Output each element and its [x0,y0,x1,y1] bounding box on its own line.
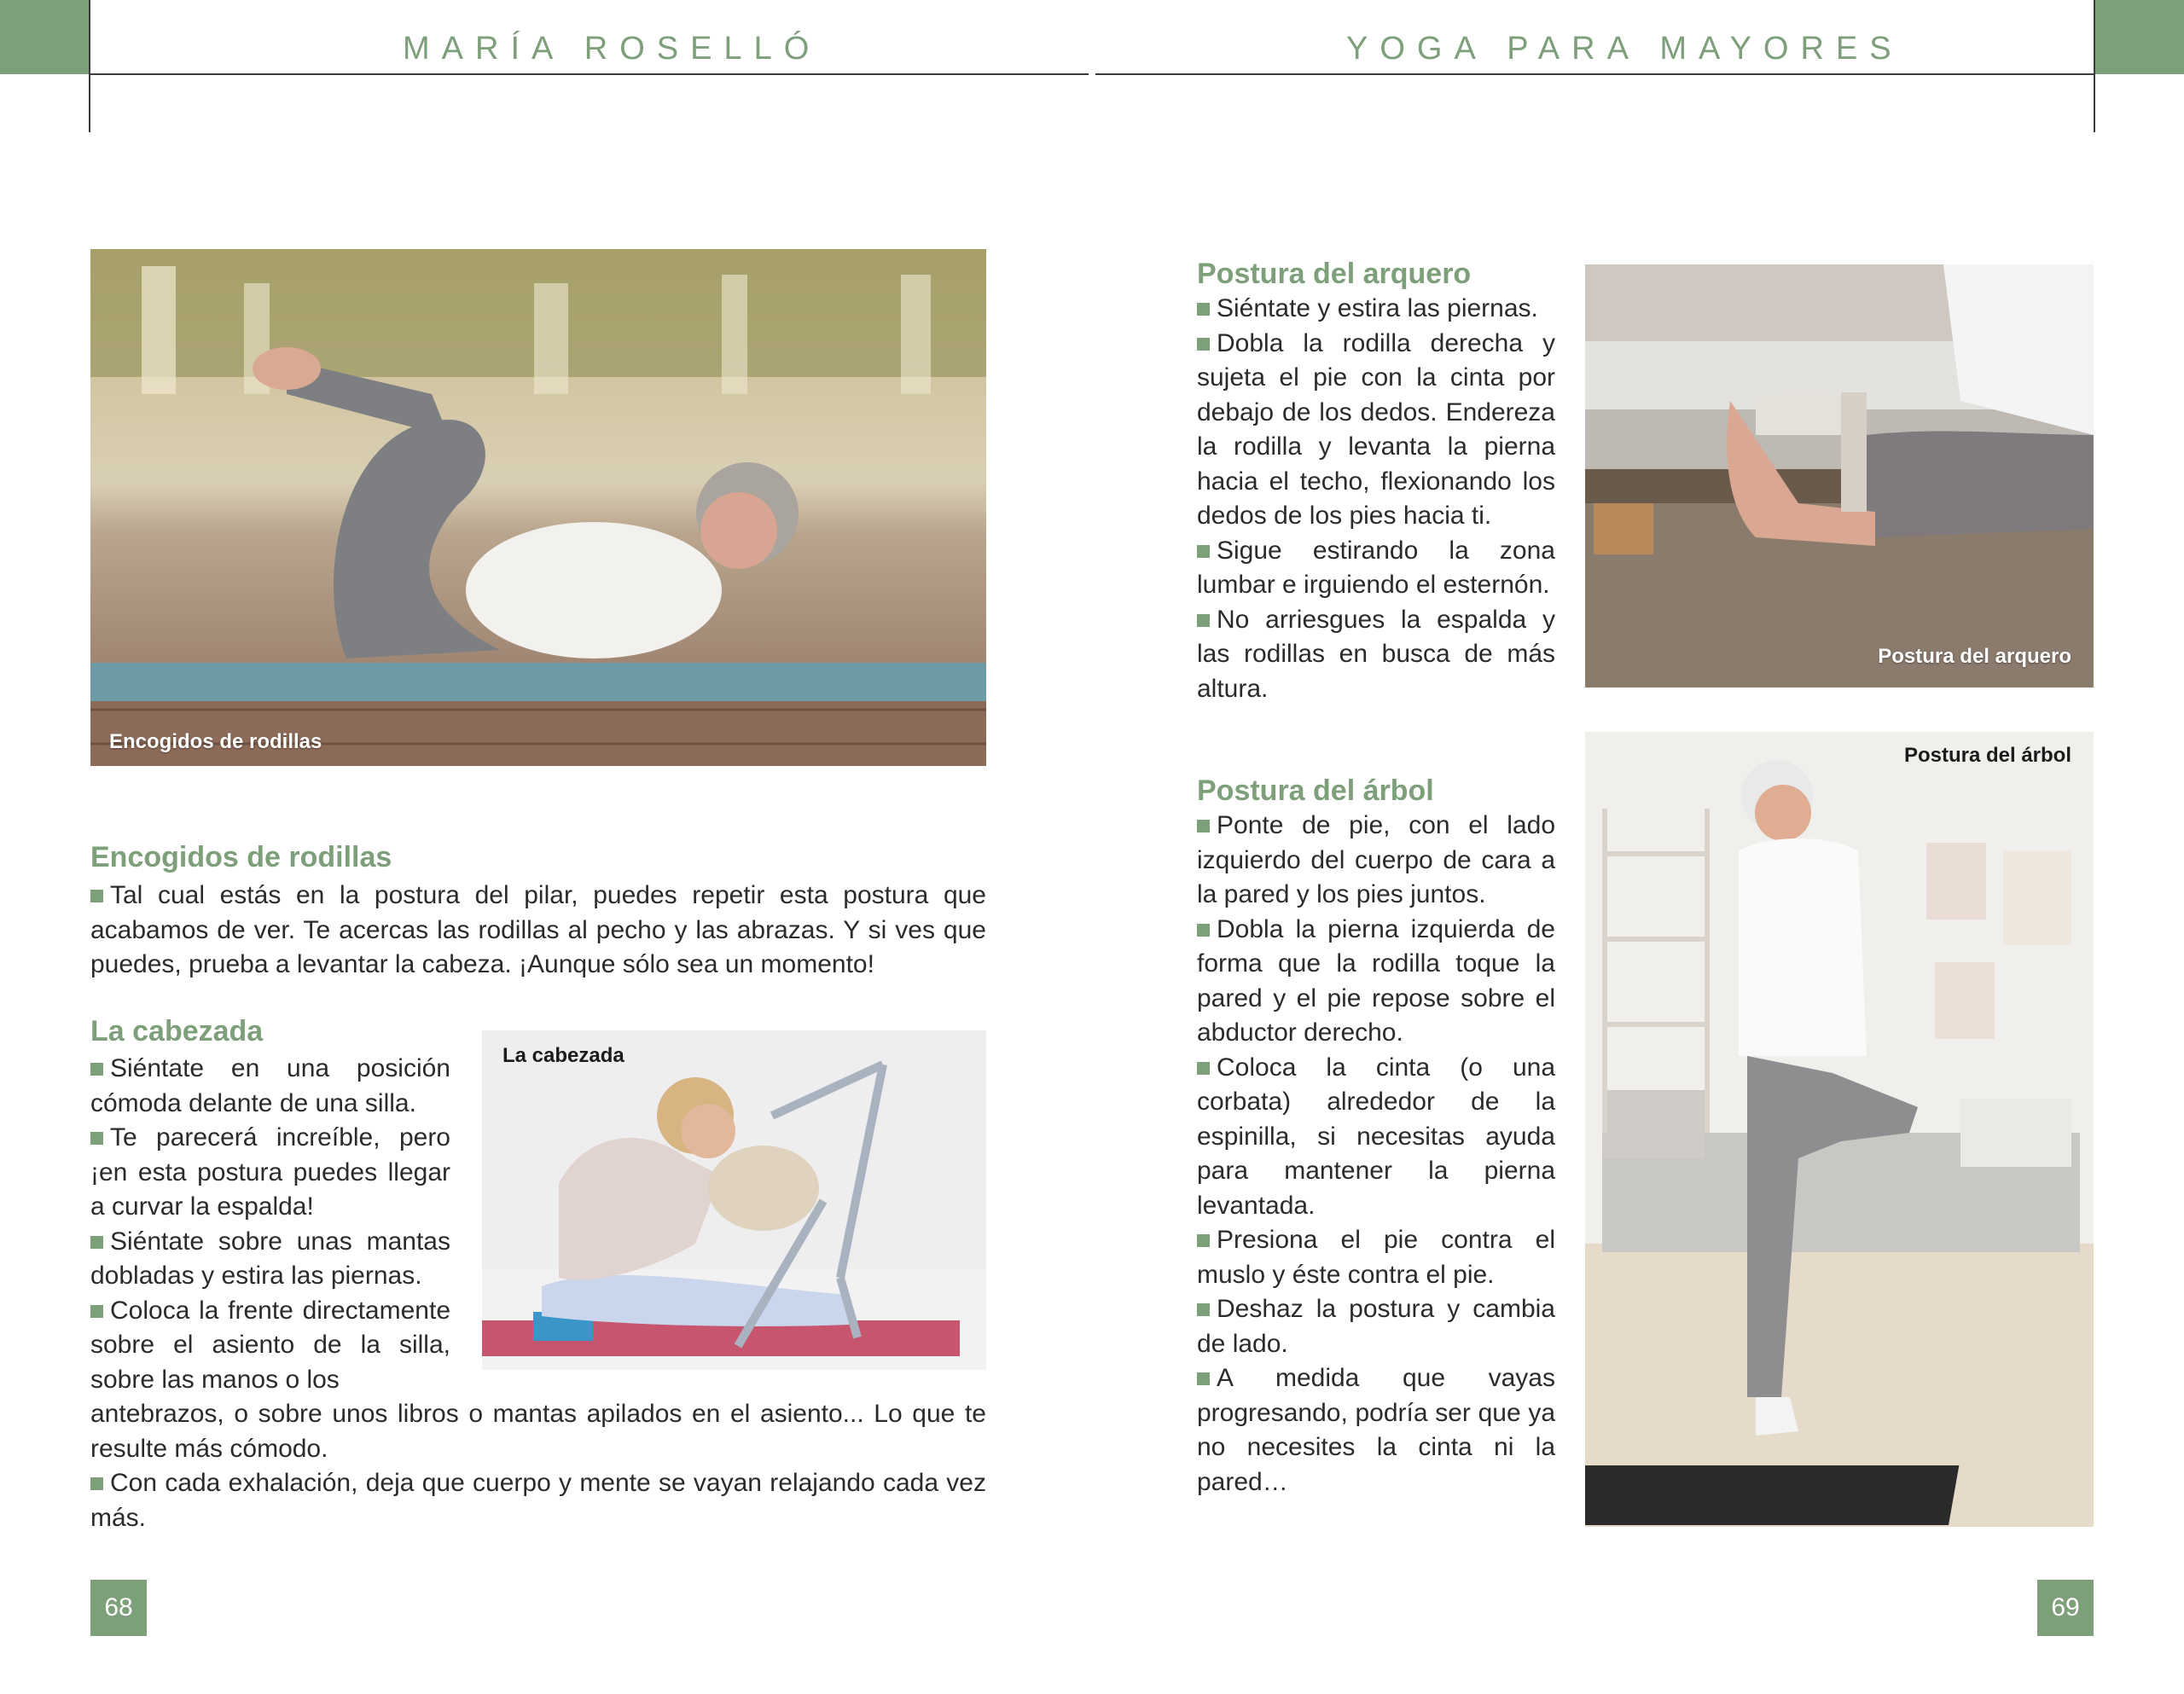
bullet-square-icon [1197,1234,1210,1247]
header-rule-vertical-left [89,0,90,132]
heading-postura-del-arbol: Postura del árbol [1197,774,1434,807]
paragraph-postura-del-arbol [1197,809,1555,1500]
running-header-author: MARÍA ROSELLÓ [403,31,822,67]
photo-postura-del-arquero [1585,264,2094,687]
heading-postura-del-arquero: Postura del arquero [1197,258,1472,290]
bullet-square-icon [90,1477,103,1490]
photo-la-cabezada [482,1030,986,1370]
bullet-square-icon [90,1063,103,1076]
bullet-item: A medida que vayas progresando, podría ser que ya no necesites la cinta ni la pared… [1197,1364,1555,1496]
bullet-item: Te parecerá increíble, pero ¡en esta postura puedes llegar a curvar la espalda! [90,1123,450,1221]
bullet-square-icon [90,890,103,902]
bullet-item: No arriesgues la espalda y las rodillas en busca de más altura. [1197,605,1555,703]
photo-knees-to-chest [90,249,986,766]
running-header-book-title: YOGA PARA MAYORES [1346,31,1903,67]
paragraph-postura-del-arquero [1197,292,1555,706]
photo-caption-postura-del-arquero: Postura del arquero [1878,645,2071,668]
photo-caption-la-cabezada: La cabezada [502,1044,624,1067]
bullet-item: Siéntate sobre unas mantas dobladas y estira las piernas. [90,1227,450,1290]
bullet-item: Siéntate y estira las piernas. [1197,292,1555,327]
bullet-item: Dobla la pierna izquierda de forma que la rodilla toque la pared y el pie repose sobre el abductor derecho. [1197,914,1555,1047]
paragraph-encogidos-de-rodillas [90,879,986,983]
text-continuation: antebrazos, o sobre unos libros o mantas apilados en el asiento... Lo que te resulte más cómodo. [90,1400,986,1463]
bullet-item: Sigue estirando la zona lumbar e irguiendo el esternón. [1197,536,1555,599]
bullet-square-icon [1197,545,1210,558]
bullet-item: Coloca la frente directamente sobre el asiento de la silla, sobre las manos o los [90,1296,450,1394]
heading-encogidos-de-rodillas: Encogidos de rodillas [90,841,392,873]
bullet-square-icon [1197,303,1210,316]
photo-caption-postura-del-arbol: Postura del árbol [1903,744,2071,767]
paragraph-la-cabezada-narrow [90,1052,450,1397]
heading-la-cabezada: La cabezada [90,1015,264,1047]
bullet-item: Con cada exhalación, deja que cuerpo y mente se vayan relajando cada vez más. [90,1469,986,1532]
bullet-square-icon [90,1305,103,1318]
bullet-square-icon [1197,1303,1210,1316]
bullet-square-icon [1197,820,1210,832]
bullet-item: Siéntate en una posición cómoda delante de una silla. [90,1054,450,1117]
header-rule-vertical-right [2094,0,2095,132]
header-rule-left [89,73,1089,75]
photo-caption-knees: Encogidos de rodillas [109,730,322,753]
bullet-square-icon [90,1236,103,1249]
bullet-item: Ponte de pie, con el lado izquierdo del cuerpo de cara a la pared y los pies juntos. [1197,811,1555,908]
bullet-item: Presiona el pie contra el muslo y éste contra el pie. [1197,1226,1555,1289]
page-number-right: 69 [2037,1580,2094,1636]
bullet-square-icon [1197,338,1210,351]
header-corner-right [2095,0,2184,74]
photo-postura-del-arbol [1585,732,2094,1527]
bullet-square-icon [90,1132,103,1145]
bullet-item: Coloca la cinta (o una corbata) alrededor de la espinilla, si necesitas ayuda para mantener la pierna levantada. [1197,1053,1555,1220]
paragraph-la-cabezada-wide [90,1397,986,1535]
bullet-square-icon [1197,924,1210,937]
bullet-item: Dobla la rodilla derecha y sujeta el pie con la cinta por debajo de los dedos. Endereza la rodilla y levanta la pierna hacia el techo, flexionando los dedos de los pies hacia ti. [1197,328,1555,530]
header-corner-left [0,0,89,74]
bullet-item: Tal cual estás en la postura del pilar, puedes repetir esta postura que acabamos de ver. Te acercas las rodillas al pecho y las abrazas. Y si ves que puedes, prueba a levantar la cabeza. ¡Aunque sólo sea un momento! [90,881,986,978]
bullet-item: Deshaz la postura y cambia de lado. [1197,1295,1555,1358]
bullet-square-icon [1197,1372,1210,1385]
bullet-square-icon [1197,1062,1210,1075]
page-number-left: 68 [90,1580,147,1636]
header-rule-right [1095,73,2095,75]
bullet-square-icon [1197,614,1210,627]
